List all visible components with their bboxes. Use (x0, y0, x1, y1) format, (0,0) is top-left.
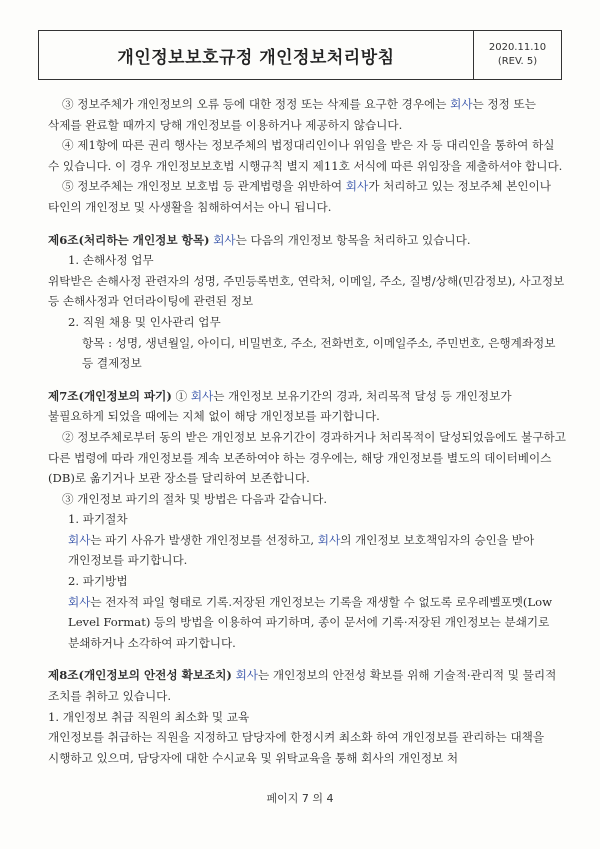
text-run: 가 처리하고 있는 정보주체 본인이나 타인의 개인정보 및 사생활을 침해하여서는 아니 됩니다. (48, 179, 551, 214)
paragraph-gap (48, 374, 568, 386)
text-run: 1. 개인정보 취급 직원의 최소화 및 교육 (48, 709, 250, 724)
text-run: 위탁받은 손해사정 관련자의 성명, 주민등록번호, 연락처, 이메일, 주소, 질병/상해(민감정보), 사고정보 등 손해사정과 언더라이팅에 관련된 정보 (48, 273, 565, 309)
text-run: 는 파기 사유가 발생한 개인정보를 선정하고, (90, 532, 318, 547)
revision-number: (REV. 5) (497, 56, 538, 67)
document-body (48, 94, 568, 768)
text-run: 는 개인정보 보유기간의 경과, 처리목적 달성 등 개인정보가 불필요하게 되었을 때에는 지체 없이 해당 개인정보를 파기합니다. (48, 388, 512, 424)
company-highlight: 회사 (235, 668, 258, 683)
document-header (38, 30, 562, 80)
paragraph (48, 386, 568, 427)
company-highlight: 회사 (317, 532, 341, 547)
text-run: ④ 제1항에 따른 권리 행사는 정보주체의 법정대리인이나 위임을 받은 자 등 대리인을 통하여 하실 수 있습니다. 이 경우 개인정보보호법 시행규칙 별지 제11호 서식에 따른 위임장을 제출하셔야 합니다. (48, 138, 563, 173)
text-run: 1. 손해사정 업무 (68, 253, 154, 268)
paragraph (48, 489, 568, 510)
company-highlight: 회사 (345, 179, 369, 194)
company-highlight: 회사 (68, 532, 91, 547)
paragraph (48, 727, 568, 768)
paragraph (48, 94, 568, 135)
article-heading: 제6조(처리하는 개인정보 항목) (48, 232, 210, 247)
text-run: ③ 개인정보 파기의 절차 및 방법은 다음과 같습니다. (62, 491, 328, 506)
text-run: 1. 파기절차 (68, 512, 128, 527)
text-run: 는 개인정보의 안전성 확보를 위해 기술적·관리적 및 물리적 조치를 취하고 있습니다. (48, 668, 557, 704)
article-heading: 제8조(개인정보의 안전성 확보조치) (48, 668, 232, 683)
paragraph (48, 135, 568, 176)
revision-date: 2020.11.10 (488, 42, 547, 53)
paragraph (48, 271, 568, 312)
text-run: 의 개인정보 보호책임자의 승인을 받아 개인정보를 파기합니다. (68, 532, 535, 568)
text-run: ③ 정보주체가 개인정보의 오류 등에 대한 정정 또는 삭제를 요구한 경우에는 (62, 97, 451, 111)
text-run: 는 전자적 파일 형태로 기록.저장된 개인정보는 기록을 재생할 수 없도록 로우레벨포멧(Low Level Format) 등의 방법을 이용하여 파기하며, 종이 문서에 기록·저장된 개인정보는 분쇄기로 분쇄하거나 소각하여 파기합니다. (68, 594, 553, 650)
revision-box (474, 31, 561, 79)
text-run: ⑤ 정보주체는 개인정보 보호법 등 관계법령을 위반하여 (62, 179, 346, 194)
text-run: 개인정보를 취급하는 직원을 지정하고 담당자에 한정시켜 최소화 하여 개인정보를 관리하는 대책을 시행하고 있으며, 담당자에 대한 수시교육 및 위탁교육을 통해 회사의 개인정보 처 (48, 730, 545, 765)
paragraph (48, 230, 568, 251)
text-run: 항목 : 성명, 생년월일, 아이디, 비밀번호, 주소, 전화번호, 이메일주소, 주민번호, 은행계좌정보 등 결제정보 (82, 335, 556, 371)
paragraph (48, 427, 568, 489)
paragraph (48, 250, 568, 271)
paragraph (48, 176, 568, 217)
paragraph (48, 333, 568, 374)
company-highlight: 회사 (450, 97, 473, 111)
company-highlight: 회사 (190, 388, 214, 403)
paragraph (48, 530, 568, 571)
paragraph (48, 571, 568, 592)
text-run: ② 정보주체로부터 동의 받은 개인정보 보유기간이 경과하거나 처리목적이 달성되었음에도 불구하고 다른 법령에 따라 개인정보를 계속 보존하여야 하는 경우에는, 해당 개인정보를 별도의 데이터베이스(DB)로 옮기거나 보관 장소를 달리하여 보존합니다. (48, 429, 566, 486)
paragraph-gap (48, 653, 568, 665)
text-run: 2. 파기방법 (68, 574, 128, 589)
paragraph (48, 509, 568, 530)
paragraph (48, 312, 568, 333)
paragraph (48, 592, 568, 654)
paragraph (48, 707, 568, 728)
company-highlight: 회사 (68, 594, 91, 609)
text-run: 는 정정 또는 삭제를 완료할 때까지 당해 개인정보를 이용하거나 제공하지 않습니다. (48, 97, 536, 132)
company-highlight: 회사 (213, 232, 236, 247)
text-run: 는 다음의 개인정보 항목을 처리하고 있습니다. (235, 232, 471, 247)
text-run: ① (171, 388, 191, 403)
text-run: 2. 직원 채용 및 인사관리 업무 (68, 314, 221, 329)
page-number: 페이지 7 의 4 (266, 792, 334, 805)
paragraph (48, 665, 568, 706)
document-title: 개인정보보호규정 개인정보처리방침 (39, 31, 474, 79)
article-heading: 제7조(개인정보의 파기) (48, 388, 172, 403)
paragraph-gap (48, 218, 568, 230)
